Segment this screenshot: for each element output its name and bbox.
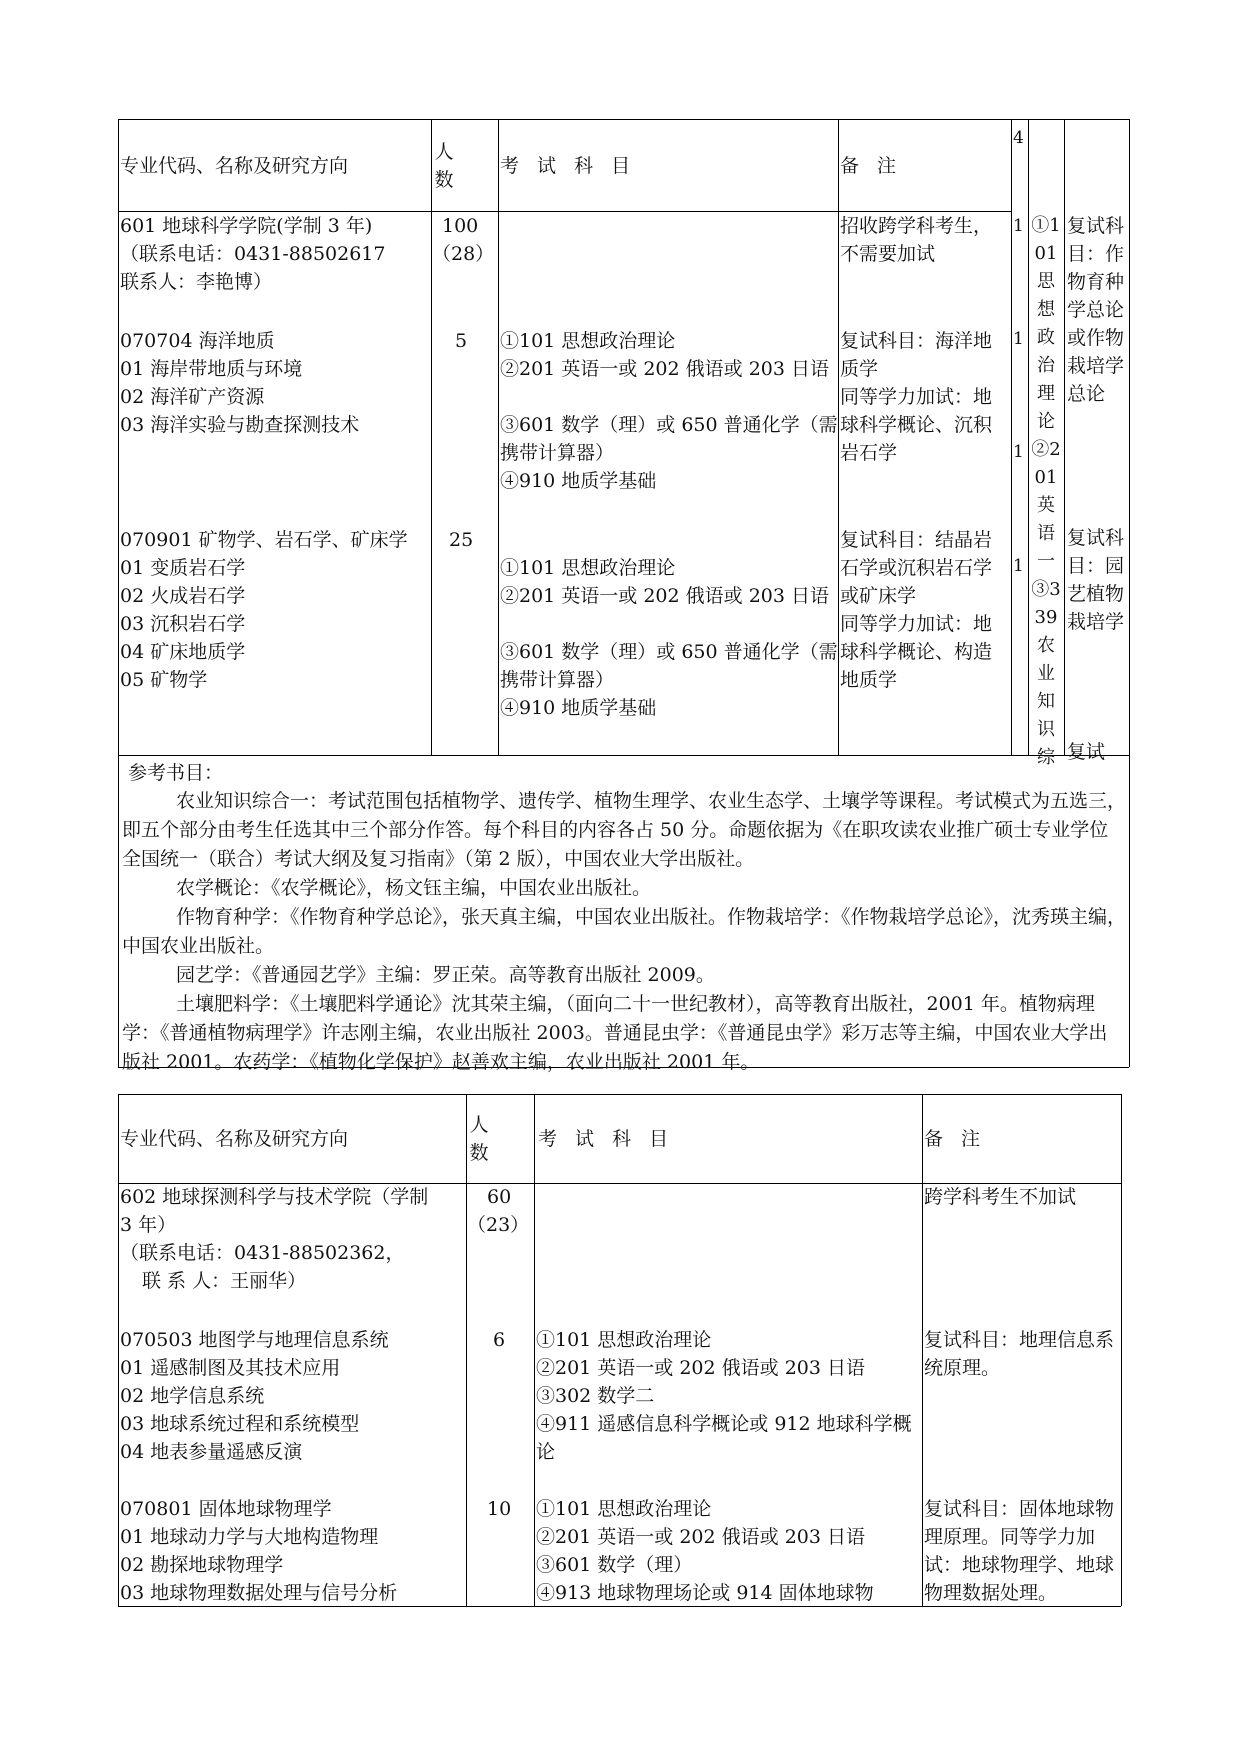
header-exam: 考 试 科 目 [538, 1128, 675, 1150]
college-count-fulltime: （23） [467, 1214, 530, 1236]
reference-paragraph: 作物育种学：《作物育种学总论》，张天真主编，中国农业出版社。作物栽培学：《作物栽培学总论》，沈秀瑛主编，中国农业出版社。 [122, 906, 1127, 957]
exam-item: ④913 地球物理场论或 914 固体地球物 [536, 1582, 874, 1604]
major-count: 25 [449, 529, 474, 551]
header-notes: 备 注 [840, 155, 903, 177]
exam-item: ①101 思想政治理论 [500, 330, 676, 352]
exam-item: ④910 地质学基础 [500, 697, 657, 719]
header-count: 人数 [469, 1114, 489, 1164]
college-phone: （联系电话：0431-88502617 [120, 243, 386, 265]
major-notes: 复试科目：固体地球物理原理。同等学力加试：地球物理学、地球物理数据处理。 [924, 1498, 1115, 1604]
college-duration: 3 年） [120, 1214, 177, 1236]
side-retest-3: 复试 [1067, 741, 1106, 763]
header-exam: 考 试 科 目 [500, 155, 637, 177]
major-line: 04 地表参量遥感反演 [120, 1441, 303, 1463]
major-count: 10 [487, 1498, 512, 1520]
exam-item: ②201 英语一或 202 俄语或 203 日语 [500, 358, 829, 380]
reference-paragraph: 土壤肥料学：《土壤肥料学通论》沈其荣主编，（面向二十一世纪教材），高等教育出版社，2001 年。植物病理学：《普通植物病理学》许志刚主编，农业出版社 2003。普通昆虫学：《普通昆虫学》彩万志等主编，中国农业大学出版社 2001。农药学：《植物化学保护》赵善欢主编，农业出版社 2001 年。 [122, 993, 1108, 1073]
major-line: 02 海洋矿产资源 [120, 386, 265, 408]
side-one: 1 [1013, 216, 1024, 236]
major-line: 070801 固体地球物理学 [120, 1498, 332, 1520]
college-count: 60 [487, 1186, 512, 1208]
major-line: 01 变质岩石学 [120, 557, 246, 579]
major-line: 03 沉积岩石学 [120, 613, 246, 635]
major-line: 02 勘探地球物理学 [120, 1554, 284, 1576]
college-contact: 联系人：李艳博） [120, 271, 273, 293]
major-line: 03 地球系统过程和系统模型 [120, 1413, 360, 1435]
reference-paragraph: 农学概论：《农学概论》，杨文钰主编，中国农业出版社。 [176, 877, 652, 899]
major-line: 05 矿物学 [120, 669, 208, 691]
exam-item: ③302 数学二 [536, 1385, 655, 1407]
college-notes: 跨学科考生不加试 [924, 1186, 1077, 1208]
college-name: 602 地球探测科学与技术学院（学制 [120, 1186, 429, 1208]
exam-item: ①101 思想政治理论 [536, 1329, 712, 1351]
exam-item: ②201 英语一或 202 俄语或 203 日语 [536, 1526, 865, 1548]
major-line: 070704 海洋地质 [120, 330, 275, 352]
college-count-fulltime: （28） [432, 243, 495, 265]
college-phone: （联系电话：0431-88502362， [120, 1242, 405, 1264]
reference-paragraph: 园艺学：《普通园艺学》主编：罗正荣。高等教育出版社 2009。 [176, 964, 715, 986]
major-notes: 复试科目：结晶岩石学或沉积岩石学或矿床学 同等学力加试：地球科学概论、构造地质学 [840, 529, 993, 691]
major-line: 04 矿床地质学 [120, 641, 246, 663]
header-count: 人数 [434, 141, 454, 191]
major-notes: 复试科目：海洋地质学 同等学力加试：地球科学概论、沉积岩石学 [840, 330, 993, 464]
exam-item: ①101 思想政治理论 [500, 557, 676, 579]
major-line: 02 火成岩石学 [120, 585, 246, 607]
major-line: 070901 矿物学、岩石学、矿床学 [120, 529, 408, 551]
side-one: 1 [1013, 329, 1024, 349]
major-count: 6 [493, 1329, 506, 1351]
college-contact: 联 系 人：王丽华） [142, 1270, 307, 1292]
header-major: 专业代码、名称及研究方向 [120, 1128, 349, 1150]
side-digit: 4 [1013, 128, 1024, 148]
college-name: 601 地球科学学院(学制 3 年) [120, 215, 373, 237]
side-one: 1 [1013, 442, 1024, 462]
header-notes: 备 注 [924, 1128, 987, 1150]
side-retest-2: 复试科目：园艺植物栽培学 [1067, 527, 1125, 633]
exam-item: ①101 思想政治理论 [536, 1498, 712, 1520]
side-one: 1 [1013, 556, 1024, 576]
major-line: 03 海洋实验与勘查探测技术 [120, 414, 360, 436]
exam-item: ②201 英语一或 202 俄语或 203 日语 [536, 1357, 865, 1379]
exam-item: ④910 地质学基础 [500, 470, 657, 492]
side-retest-1: 复试科目：作物育种学总论或作物栽培学总论 [1067, 215, 1125, 405]
major-notes: 复试科目：地理信息系统原理。 [924, 1329, 1115, 1379]
major-line: 070503 地图学与地理信息系统 [120, 1329, 389, 1351]
major-line: 01 海岸带地质与环境 [120, 358, 303, 380]
major-line: 03 地球物理数据处理与信号分析 [120, 1582, 398, 1604]
exam-item: ③601 数学（理） [536, 1554, 693, 1576]
major-line: 02 地学信息系统 [120, 1385, 265, 1407]
side-exam-column: ①101思想政治理论②201英语一③339农业知识综 [1031, 215, 1061, 768]
major-line: 01 地球动力学与大地构造物理 [120, 1526, 379, 1548]
college-count: 100 [442, 215, 479, 237]
major-line: 01 遥感制图及其技术应用 [120, 1357, 341, 1379]
major-count: 5 [455, 330, 468, 352]
reference-paragraph: 农业知识综合一：考试范围包括植物学、遗传学、植物生理学、农业生态学、土壤学等课程。考试模式为五选三，即五个部分由考生任选其中三个部分作答。每个科目的内容各占 50 分。命题依据为《在职攻读农业推广硕士专业学位全国统一（联合）考试大纲及复习指南》（第 2 版），中国农业大学出版社。 [122, 790, 1127, 870]
college-notes: 招收跨学科考生，不需要加试 [840, 215, 993, 265]
exam-item: ④911 遥感信息科学概论或 912 地球科学概论 [536, 1413, 912, 1463]
exam-item: ②201 英语一或 202 俄语或 203 日语 [500, 585, 829, 607]
references-title: 参考书目： [128, 762, 224, 784]
exam-item: ③601 数学（理）或 650 普通化学（需携带计算器） [500, 641, 838, 691]
exam-item: ③601 数学（理）或 650 普通化学（需携带计算器） [500, 414, 838, 464]
header-major: 专业代码、名称及研究方向 [120, 155, 349, 177]
